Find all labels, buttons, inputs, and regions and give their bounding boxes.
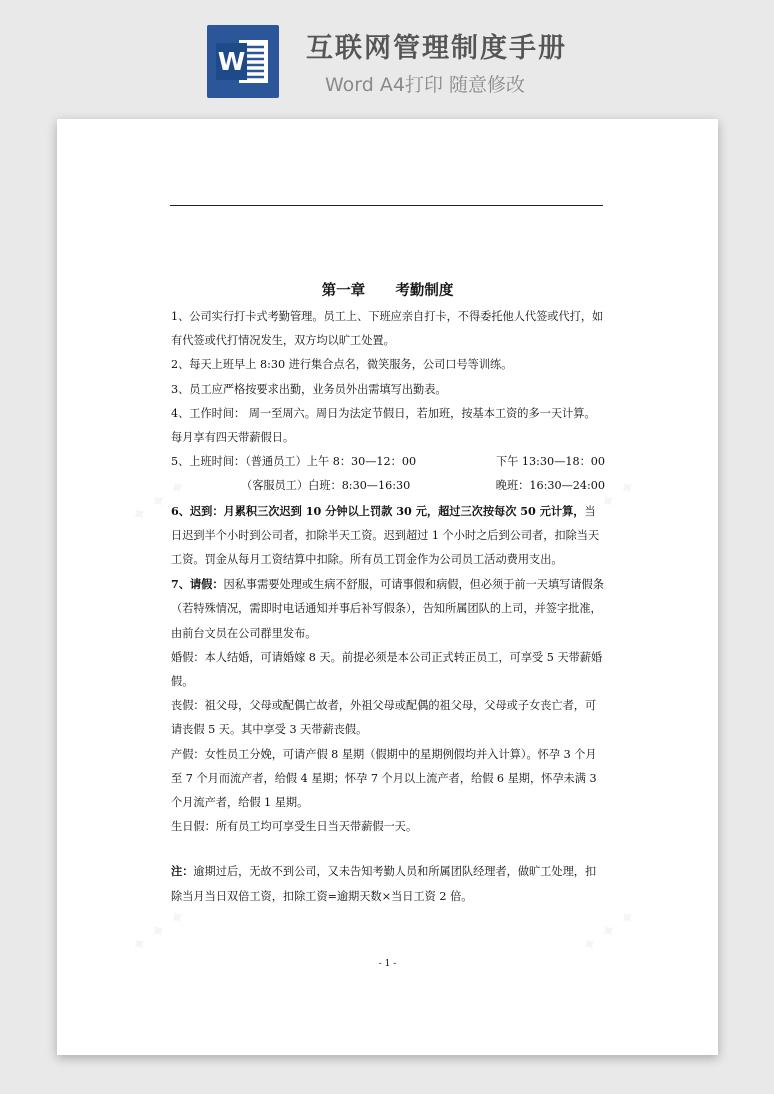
- work-hours-regular: [171, 450, 605, 474]
- note: [171, 859, 605, 908]
- leave-rule: 因私事需要处理或生病不舒服，可请事假和病假，但必须于前一天填写请假条（若特殊情况，需即时电话通知并事后补写假条），告知所属团队的上司，并签字批准，由前台文员在公司群里发布。: [171, 578, 604, 640]
- watermark: [576, 903, 641, 959]
- svg-text:W: W: [217, 47, 246, 76]
- work-hours-service-night: 晚班：16:30—24:00: [495, 479, 605, 493]
- watermark: [126, 903, 191, 959]
- work-hours-service-day: （客服员工）白班：8:30—16:30: [241, 479, 411, 493]
- document-page: [57, 119, 718, 1055]
- document-body: [171, 305, 605, 909]
- work-hours-regular-morning: 5、上班时间：（普通员工）上午 8：30—12：00: [171, 455, 417, 469]
- leave-label: 7、请假：: [171, 577, 224, 592]
- paragraph-1: 1、公司实行打卡式考勤管理。员工上、下班应亲自打卡，不得委托他人代签或代打，如有代签或代打情况发生，双方均以旷工处置。: [171, 310, 604, 348]
- page-number: - 1 -: [378, 959, 397, 969]
- maternity-leave: 产假：女性员工分娩，可请产假 8 星期（假期中的星期例假均并入计算）。怀孕 3 个月至 7 个月而流产者，给假 4 星期；怀孕 7 个月以上流产者，给假 6 星期，怀孕未满 3 个月流产者，给假 1 星期。: [171, 747, 597, 810]
- work-hours-regular-afternoon: 下午 13:30—18：00: [495, 455, 605, 469]
- chapter-title: 第一章 考勤制度: [321, 283, 454, 299]
- paragraph-4: 4、工作时间： 周一至周六。周日为法定节假日，若加班，按基本工资的多一天计算。每月享有四天带薪假日。: [171, 406, 596, 445]
- header-rule: [170, 205, 603, 206]
- document-subtitle: Word A4打印 随意修改: [325, 74, 526, 96]
- funeral-leave: 丧假：祖父母，父母或配偶亡故者，外祖父母或配偶的祖父母，父母或子女丧亡者，可请丧假 5 天。其中享受 3 天带薪丧假。: [171, 699, 597, 737]
- note-text: 逾期过后，无故不到公司，又未告知考勤人员和所属团队经理者，做旷工处理，扣除当月当日双倍工资，扣除工资=逾期天数×当日工资 2 倍。: [171, 865, 597, 903]
- document-title: 互联网管理制度手册: [306, 33, 567, 64]
- paragraph-2: 2、每天上班早上 8:30 进行集合点名，微笑服务，公司口号等训练。: [171, 358, 513, 372]
- late-rule: 6、迟到：月累积三次迟到 10 分钟以上罚款 30 元，超过三次按每次 50 元计算，: [171, 503, 585, 518]
- late-rule-detail: 当日迟到半个小时到公司者，扣除半天工资。迟到超过 1 个小时之后到公司者，扣除当天工资。罚金从每月工资结算中扣除。所有员工罚金作为公司员工活动费用支出。: [171, 504, 600, 567]
- preview-header: [0, 0, 774, 118]
- word-icon: [207, 25, 279, 98]
- birthday-leave: 生日假：所有员工均可享受生日当天带薪假一天。: [171, 820, 418, 834]
- work-hours-service: [171, 474, 605, 498]
- paragraph-6: [171, 499, 605, 573]
- paragraph-3: 3、员工应严格按要求出勤，业务员外出需填写出勤表。: [171, 382, 447, 396]
- marriage-leave: 婚假：本人结婚，可请婚嫁 8 天。前提必须是本公司正式转正员工，可享受 5 天带薪婚假。: [171, 650, 603, 689]
- note-label: 注：: [171, 864, 194, 879]
- paragraph-7: [171, 572, 605, 646]
